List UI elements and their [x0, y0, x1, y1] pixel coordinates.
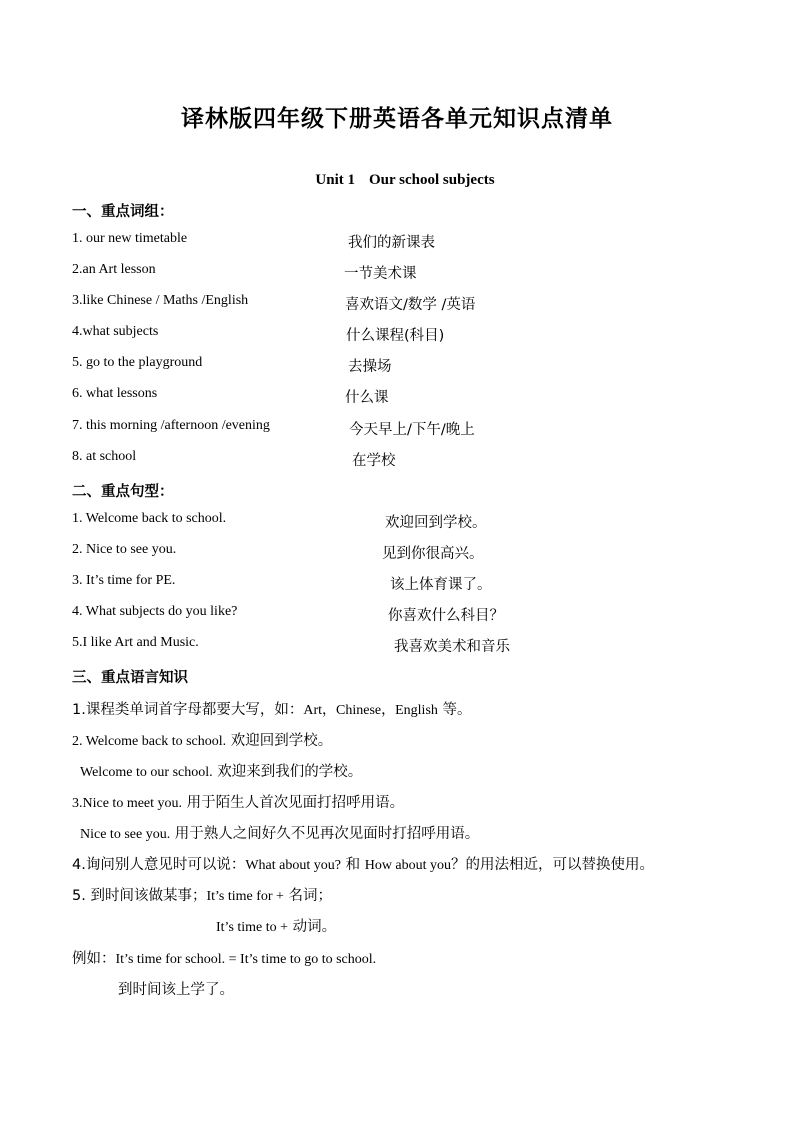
phrase-row: [72, 262, 772, 282]
sentence-zh: 你喜欢什么科目？: [388, 608, 504, 624]
sentence-row: [72, 635, 772, 655]
sentence-row: [72, 511, 772, 531]
sentence-zh: 我喜欢美术和音乐: [394, 639, 510, 655]
example-line: [72, 947, 376, 968]
phrase-zh: 什么课: [345, 390, 389, 406]
knowledge-point-3: [72, 791, 404, 812]
knowledge-point-4: [72, 853, 654, 874]
knowledge-point-5: [72, 884, 332, 905]
phrase-row: [72, 418, 772, 438]
knowledge-text: 动词。: [288, 919, 337, 935]
knowledge-text: It’s time for +: [206, 889, 284, 904]
knowledge-point-2: [72, 729, 332, 750]
phrase-zh: 一节美术课: [344, 266, 417, 282]
knowledge-text: 名词；: [283, 888, 333, 904]
sentence-zh: 欢迎回到学校。: [385, 515, 487, 531]
knowledge-text: ？的用法相近，可以替换使用。: [451, 857, 655, 873]
section-heading-sentences: 二、重点句型：: [72, 484, 174, 500]
unit-label: Unit 1: [315, 172, 355, 188]
phrase-en: 8. at school: [72, 449, 137, 464]
phrase-row: [72, 231, 772, 251]
unit-heading: [0, 172, 794, 189]
phrase-zh: 我们的新课表: [348, 235, 435, 251]
knowledge-text: 1.课程类单词首字母都要大写，如：: [72, 702, 304, 718]
sentence-en: 1. Welcome back to school.: [72, 511, 227, 526]
sentence-en: 5.I like Art and Music.: [72, 635, 199, 650]
phrase-row: [72, 449, 772, 469]
knowledge-text: 4.询问别人意见时可以说：: [72, 857, 246, 873]
knowledge-text: How about you: [364, 858, 452, 873]
phrase-en: 4.what subjects: [72, 324, 159, 339]
knowledge-text: 到时间该上学了。: [118, 982, 234, 998]
phrase-en: 5. go to the playground: [72, 355, 203, 370]
knowledge-text: 和: [340, 857, 365, 873]
sentence-row: [72, 573, 772, 593]
phrase-zh: 今天早上/下午/晚上: [349, 422, 475, 438]
knowledge-point-2b: [80, 760, 362, 781]
sentence-en: 3. It’s time for PE.: [72, 573, 176, 588]
section-heading-phrases: 一、重点词组：: [72, 204, 174, 220]
phrase-row: [72, 293, 772, 313]
phrase-zh: 在学校: [352, 453, 396, 469]
knowledge-point-1: [72, 698, 472, 719]
knowledge-text: Nice to see you.: [80, 827, 171, 842]
phrase-zh: 去操场: [348, 359, 392, 375]
example-translation: [118, 978, 234, 999]
knowledge-text: 用于陌生人首次见面打招呼用语。: [182, 795, 405, 811]
knowledge-text: Art，Chinese，English: [303, 703, 438, 718]
knowledge-point-3b: [80, 822, 479, 843]
knowledge-text: 等。: [437, 702, 472, 718]
sentence-en: 4. What subjects do you like?: [72, 604, 238, 619]
knowledge-point-5b: [216, 915, 336, 936]
phrase-row: [72, 355, 772, 375]
knowledge-text: 用于熟人之间好久不见再次见面时打招呼用语。: [170, 826, 480, 842]
sentence-row: [72, 542, 772, 562]
section-heading-knowledge: 三、重点语言知识: [72, 670, 188, 686]
knowledge-text: 欢迎来到我们的学校。: [212, 764, 363, 780]
knowledge-text: What about you?: [245, 858, 341, 873]
knowledge-text: 5. 到时间该做某事；: [72, 888, 207, 904]
sentence-zh: 见到你很高兴。: [382, 546, 484, 562]
sentence-row: [72, 604, 772, 624]
knowledge-text: Welcome to our school.: [80, 765, 213, 780]
knowledge-text: 欢迎回到学校。: [226, 733, 333, 749]
sentence-en: 2. Nice to see you.: [72, 542, 177, 557]
phrase-en: 1. our new timetable: [72, 231, 188, 246]
phrase-en: 7. this morning /afternoon /evening: [72, 418, 270, 433]
unit-name: Our school subjects: [369, 172, 495, 188]
phrase-row: [72, 324, 772, 344]
phrase-en: 3.like Chinese / Maths /English: [72, 293, 249, 308]
sentence-zh: 该上体育课了。: [390, 577, 492, 593]
phrase-en: 2.an Art lesson: [72, 262, 156, 277]
document-title: 译林版四年级下册英语各单元知识点清单: [181, 105, 613, 132]
knowledge-text: It’s time to +: [216, 920, 289, 935]
knowledge-text: 例如：: [72, 951, 116, 967]
phrase-en: 6. what lessons: [72, 386, 158, 401]
phrase-row: [72, 386, 772, 406]
knowledge-text: 3.Nice to meet you.: [72, 796, 183, 811]
phrase-zh: 什么课程(科目): [346, 328, 445, 344]
knowledge-text: It’s time for school. = It’s time to go to school.: [115, 952, 377, 967]
phrase-zh: 喜欢语文/数学 /英语: [345, 297, 476, 313]
knowledge-text: 2. Welcome back to school.: [72, 734, 227, 749]
